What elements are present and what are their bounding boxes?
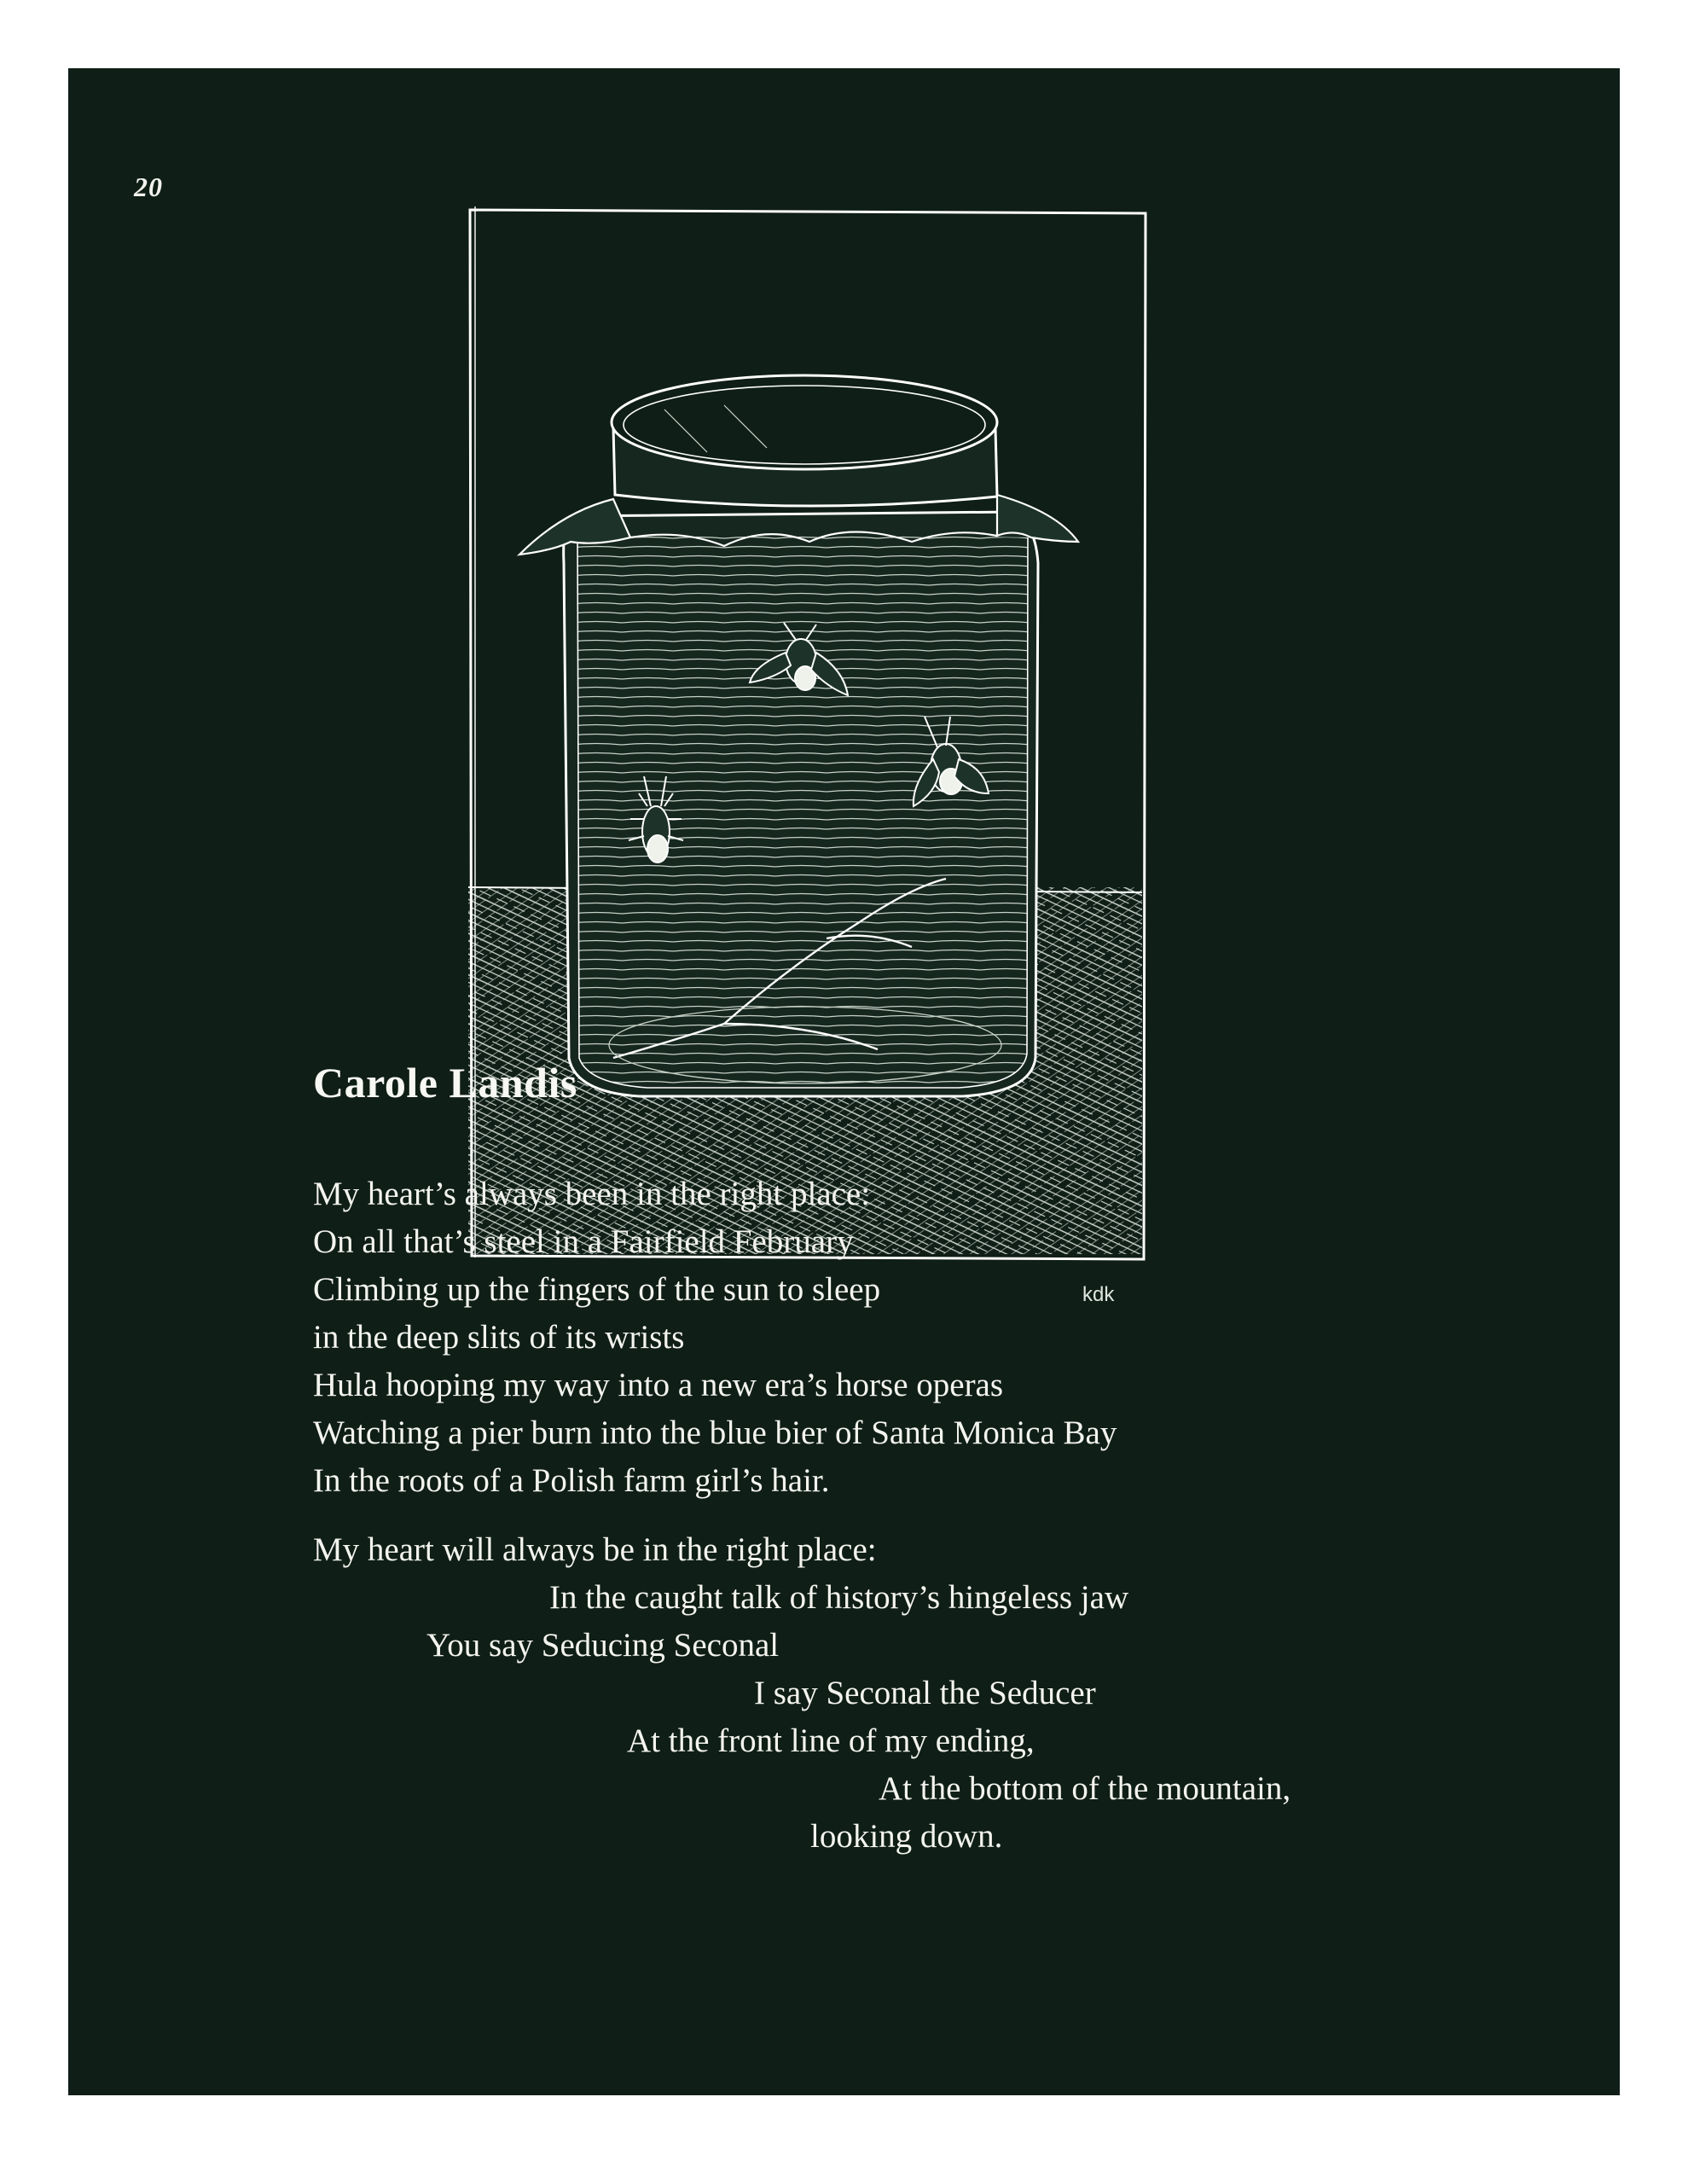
- poem-line: On all that’s steel in a Fairfield February: [313, 1223, 854, 1260]
- poem-line: Hula hooping my way into a new era’s horse operas: [313, 1367, 1004, 1403]
- page-number: 20: [134, 171, 163, 202]
- poem-line: At the bottom of the mountain,: [879, 1770, 1291, 1807]
- poem-line: At the front line of my ending,: [627, 1722, 1035, 1759]
- poem-line: My heart will always be in the right place:: [313, 1531, 877, 1568]
- poem-line: looking down.: [810, 1818, 1003, 1855]
- artist-initials: kdk: [1082, 1283, 1115, 1306]
- poem-line: My heart’s always been in the right place:: [313, 1176, 871, 1212]
- poem-line: Watching a pier burn into the blue bier of Santa Monica Bay: [313, 1414, 1117, 1451]
- poem-line: In the roots of a Polish farm girl’s hair.: [313, 1462, 830, 1499]
- poem-line: in the deep slits of its wrists: [313, 1319, 685, 1356]
- poem-line: I say Seconal the Seducer: [754, 1675, 1096, 1711]
- poem-line: You say Seducing Seconal: [426, 1627, 780, 1664]
- jar-with-fireflies-icon: [468, 205, 1173, 1322]
- poem-title: Carole Landis: [313, 1059, 577, 1107]
- poem-line: Climbing up the fingers of the sun to sleep: [313, 1271, 881, 1308]
- poem-line: In the caught talk of history’s hingeless jaw: [549, 1579, 1129, 1616]
